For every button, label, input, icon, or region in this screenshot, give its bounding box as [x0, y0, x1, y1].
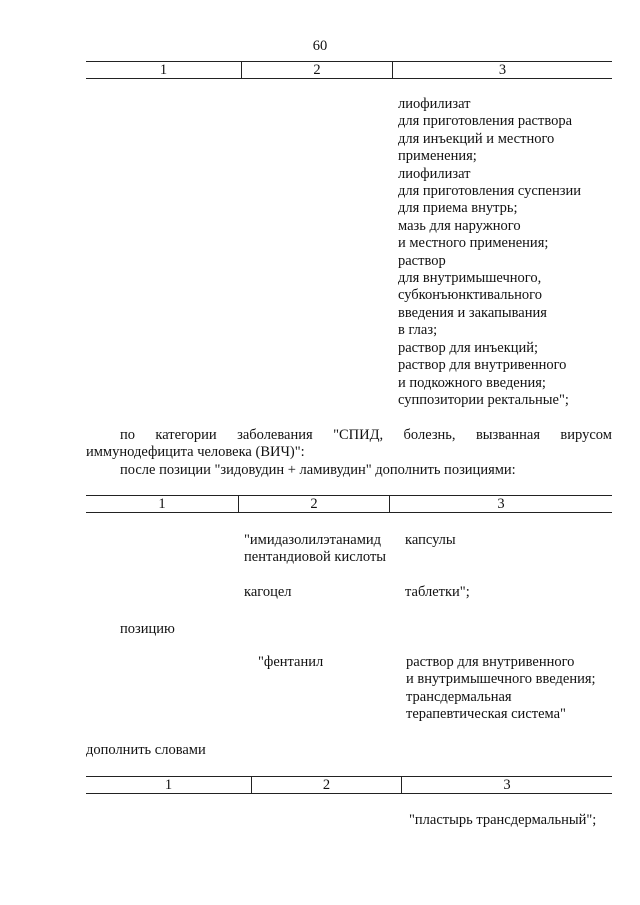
block1-col3 — [398, 96, 581, 409]
block2-row1-col2 — [244, 532, 386, 567]
text-line: раствор для инъекций; — [398, 339, 539, 356]
word: вирусом — [560, 427, 612, 443]
word: "СПИД, — [333, 427, 384, 443]
paragraph-spid — [86, 427, 612, 479]
word: болезнь, — [403, 427, 456, 443]
block2-row2-col3: таблетки"; — [405, 584, 470, 600]
text-line: и подкожного введения; — [398, 374, 546, 391]
word: категории — [155, 427, 217, 443]
text-line: трансдермальная — [406, 688, 512, 705]
header-col-1: 1 — [158, 496, 166, 512]
text-line: лиофилизат — [398, 96, 471, 112]
header-col-2: 2 — [313, 62, 321, 78]
text-line: суппозитории ректальные"; — [398, 391, 569, 408]
paragraph-line-1 — [86, 427, 612, 444]
block3-col2: "фентанил — [258, 654, 324, 670]
paragraph-line-3: после позиции "зидовудин + ламивудин" дополнить позициями: — [120, 461, 516, 478]
text-line: и местного применения; — [398, 235, 549, 252]
header-col-2: 2 — [310, 496, 318, 512]
text-line: для инъекций и местного — [398, 130, 555, 147]
block3-col3 — [406, 654, 596, 724]
block4-col3: "пластырь трансдермальный"; — [409, 812, 597, 828]
header-col-3: 3 — [503, 777, 511, 793]
page-number: 60 — [312, 38, 328, 54]
paragraph-line-2: иммунодефицита человека (ВИЧ)": — [86, 444, 305, 461]
text-line: для приема внутрь; — [398, 200, 518, 217]
text-line: для приготовления суспензии — [398, 183, 581, 200]
text-line: "имидазолилэтанамид — [244, 532, 382, 548]
text-line: субконъюнктивального — [398, 287, 542, 304]
text-line: для приготовления раствора — [398, 113, 572, 130]
header-col-1: 1 — [164, 777, 173, 793]
block2-row1-col3: капсулы — [405, 532, 456, 548]
header-col-3: 3 — [498, 62, 507, 78]
block2-row2-col2: кагоцел — [244, 584, 292, 600]
text-line: введения и закапывания — [398, 304, 547, 321]
text-line: лиофилизат — [398, 165, 471, 182]
text-line: для внутримышечного, — [398, 270, 542, 287]
header-col-1: 1 — [159, 62, 168, 78]
text-line: раствор — [398, 252, 446, 269]
text-line: раствор для внутривенного — [398, 357, 567, 374]
position-label: позицию — [120, 621, 175, 637]
text-line: раствор для внутривенного — [406, 654, 575, 670]
text-line: применения; — [398, 148, 477, 165]
text-line: пентандиовой кислоты — [244, 549, 387, 566]
header-col-3: 3 — [497, 496, 505, 512]
table-header-3 — [86, 776, 612, 794]
table-header-1 — [86, 61, 612, 79]
supplement-label: дополнить словами — [86, 742, 206, 758]
text-line: и внутримышечного введения; — [406, 671, 596, 688]
header-col-2: 2 — [322, 777, 331, 793]
table-header-2 — [86, 495, 612, 513]
text-line: мазь для наружного — [398, 217, 521, 234]
word: заболевания — [237, 427, 313, 443]
text-line: в глаз; — [398, 322, 438, 339]
text-line: терапевтическая система" — [406, 706, 566, 723]
word: вызванная — [475, 427, 540, 443]
word: по — [120, 427, 136, 443]
